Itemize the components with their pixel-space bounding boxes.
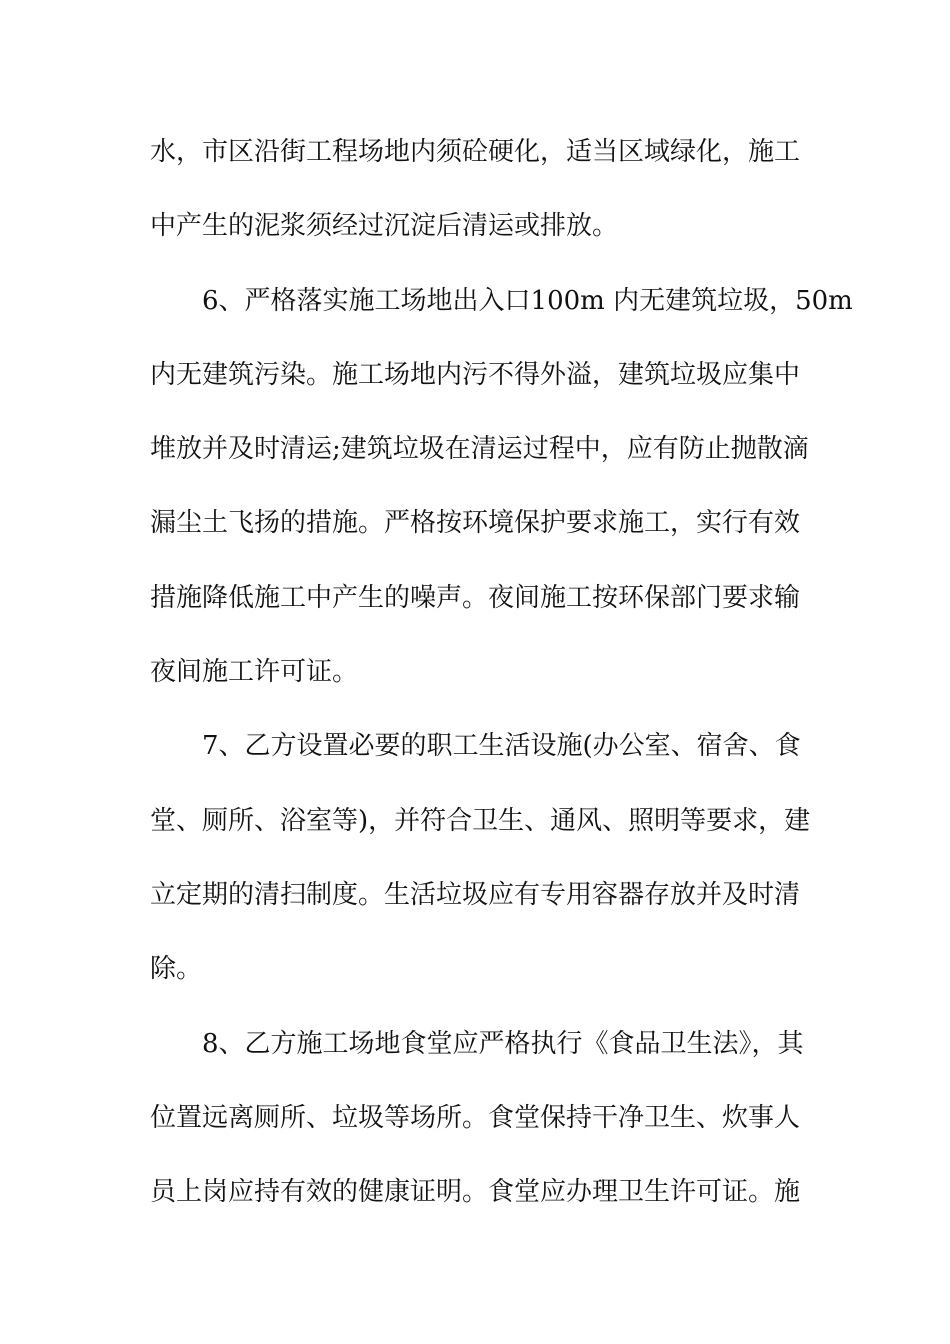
text-line: 夜间施工许可证。 bbox=[150, 657, 359, 687]
text-line: 堆放并及时清运;建筑垃圾在清运过程中，应有防止抛散滴 bbox=[150, 434, 809, 464]
text-line: 位置远离厕所、垃圾等场所。食堂保持干净卫生、炊事人 bbox=[150, 1103, 801, 1133]
text-line: 漏尘土飞扬的措施。严格按环境保护要求施工，实行有效 bbox=[150, 508, 801, 538]
text-line: 水，市区沿街工程场地内须砼硬化，适当区域绿化，施工 bbox=[150, 137, 801, 167]
paragraph-7-start: 7、乙方设置必要的职工生活设施(办公室、宿舍、食 bbox=[202, 731, 801, 761]
text-line: 措施降低施工中产生的噪声。夜间施工按环保部门要求输 bbox=[150, 583, 801, 613]
text-line: 堂、厕所、浴室等)，并符合卫生、通风、照明等要求，建 bbox=[150, 806, 811, 836]
text-line: 立定期的清扫制度。生活垃圾应有专用容器存放并及时清 bbox=[150, 880, 801, 910]
text-line: 内无建筑污染。施工场地内污不得外溢，建筑垃圾应集中 bbox=[150, 360, 801, 390]
text-line: 员上岗应持有效的健康证明。食堂应办理卫生许可证。施 bbox=[150, 1177, 801, 1207]
text-line: 除。 bbox=[150, 954, 203, 984]
text-line: 中产生的泥浆须经过沉淀后清运或排放。 bbox=[150, 211, 619, 241]
paragraph-6-start: 6、严格落实施工场地出入口100m 内无建筑垃圾，50m bbox=[202, 286, 853, 316]
paragraph-8-start: 8、乙方施工场地食堂应严格执行《食品卫生法》，其 bbox=[202, 1029, 804, 1059]
